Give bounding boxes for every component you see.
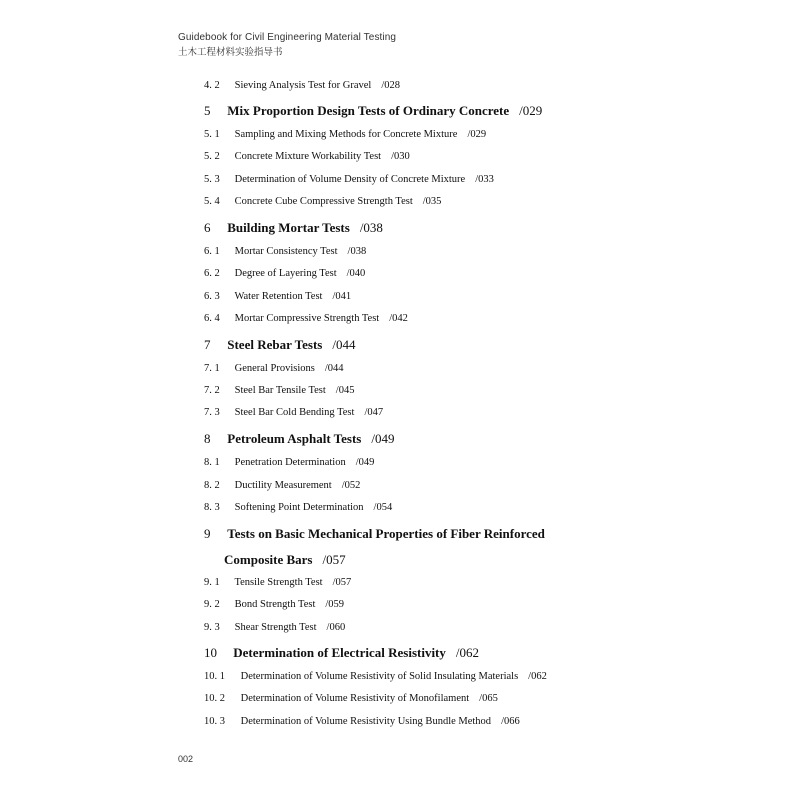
toc-entry: 9. 3 Shear Strength Test /060 — [204, 622, 346, 633]
toc-entry: 10. 2 Determination of Volume Resistivity of Monofilament /065 — [204, 693, 498, 704]
toc-entry: 7. 3 Steel Bar Cold Bending Test /047 — [204, 407, 384, 418]
toc-entry: 6. 2 Degree of Layering Test /040 — [204, 268, 366, 279]
toc-entry: 5. 4 Concrete Cube Compressive Strength Test /035 — [204, 196, 442, 207]
toc-entry: 5. 1 Sampling and Mixing Methods for Concrete Mixture /029 — [204, 129, 487, 140]
toc-entry: 6. 1 Mortar Consistency Test /038 — [204, 246, 367, 257]
toc-entry: 4. 2 Sieving Analysis Test for Gravel /028 — [204, 80, 401, 91]
toc-entry: 7. 1 General Provisions /044 — [204, 363, 344, 374]
toc-entry: 8. 2 Ductility Measurement /052 — [204, 480, 361, 491]
toc-chapter: 6 Building Mortar Tests /038 — [204, 220, 383, 235]
header-title-en: Guidebook for Civil Engineering Material Testing — [178, 32, 397, 43]
toc-chapter: 7 Steel Rebar Tests /044 — [204, 337, 356, 352]
toc-entry: 5. 2 Concrete Mixture Workability Test /030 — [204, 151, 410, 162]
toc-chapter: 8 Petroleum Asphalt Tests /049 — [204, 431, 395, 446]
toc-entry: 10. 1 Determination of Volume Resistivity of Solid Insulating Materials /062 — [204, 671, 547, 682]
toc-entry: 7. 2 Steel Bar Tensile Test /045 — [204, 385, 355, 396]
toc-chapter-continuation: Composite Bars /057 — [224, 552, 346, 567]
toc-entry: 10. 3 Determination of Volume Resistivity Using Bundle Method /066 — [204, 716, 520, 727]
toc-entry: 8. 1 Penetration Determination /049 — [204, 457, 375, 468]
page-number: 002 — [178, 754, 194, 764]
toc-chapter: 10 Determination of Electrical Resistivity /062 — [204, 645, 480, 660]
toc-entry: 5. 3 Determination of Volume Density of Concrete Mixture /033 — [204, 174, 494, 185]
toc-entry: 9. 2 Bond Strength Test /059 — [204, 599, 345, 610]
toc-chapter: 5 Mix Proportion Design Tests of Ordinary Concrete /029 — [204, 103, 543, 118]
toc-entry: 6. 4 Mortar Compressive Strength Test /042 — [204, 313, 408, 324]
toc-entry: 9. 1 Tensile Strength Test /057 — [204, 577, 352, 588]
toc-entry: 6. 3 Water Retention Test /041 — [204, 291, 352, 302]
toc-entry: 8. 3 Softening Point Determination /054 — [204, 502, 393, 513]
toc-chapter: 9 Tests on Basic Mechanical Properties of Fiber Reinforced — [204, 526, 545, 541]
header-title-zh: 土木工程材料实验指导书 — [178, 47, 283, 58]
